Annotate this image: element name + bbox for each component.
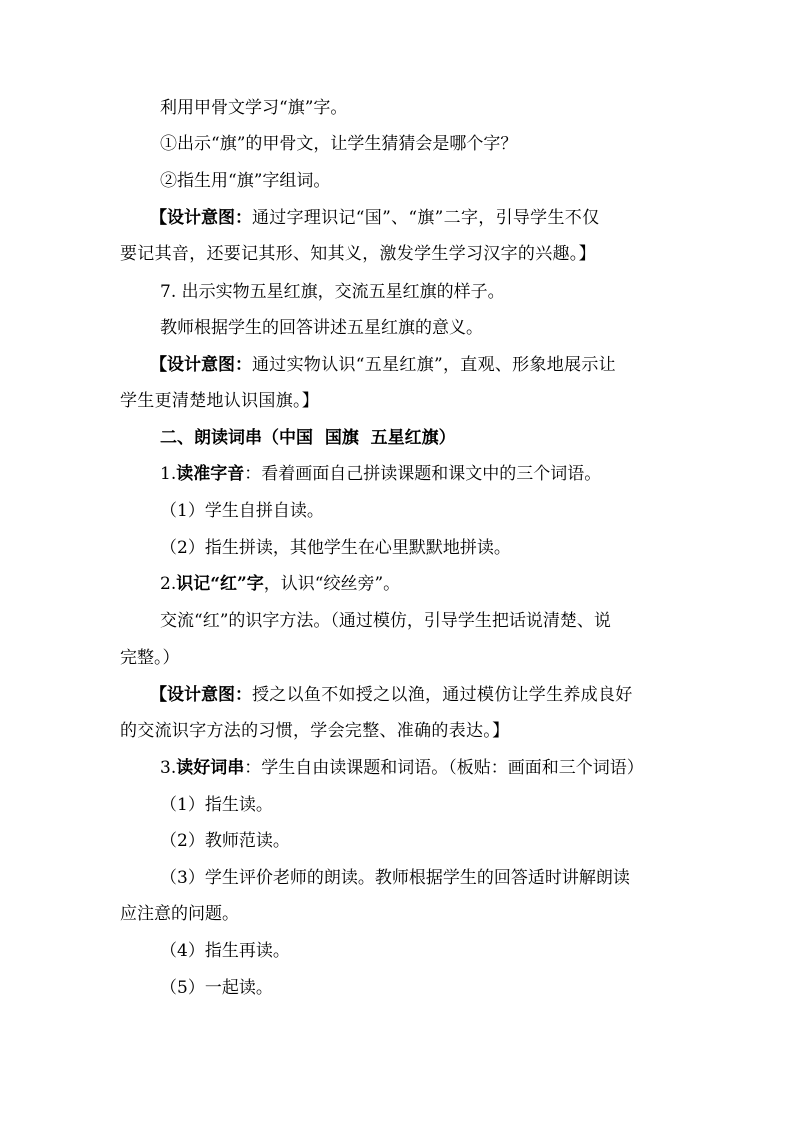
list-item-continuation: 应注意的问题。 [120, 904, 239, 924]
list-item: （1）学生自拼自读。 [160, 501, 324, 521]
design-intent-colon: ： [235, 208, 252, 228]
step-text: ：学生自由读课题和词语。（板贴：画面和三个词语） [244, 758, 644, 778]
paragraph: 利用甲骨文学习“旗”字。 [160, 98, 348, 118]
design-intent-note [150, 354, 710, 376]
list-item: （3）学生评价老师的朗读。教师根据学生的回答适时讲解朗读 [160, 868, 630, 888]
list-item: （1）指生读。 [160, 795, 273, 815]
list-item: （5）一起读。 [160, 978, 273, 998]
design-intent-note [150, 684, 710, 706]
paragraph: ①出示“旗”的甲骨文，让学生猜猜会是哪个字？ [160, 134, 518, 154]
paragraph: 教师根据学生的回答讲述五星红旗的意义。 [160, 318, 483, 338]
design-intent-label: 【设计意图 [150, 355, 235, 375]
design-intent-colon: ： [235, 685, 252, 705]
design-intent-label: 【设计意图 [150, 208, 235, 228]
paragraph-continuation: 完整。） [120, 648, 180, 668]
list-item: （2）教师范读。 [160, 831, 290, 851]
paragraph: 7. 出示实物五星红旗，交流五星红旗的样子。 [160, 282, 505, 302]
list-item: （4）指生再读。 [160, 941, 290, 961]
paragraph: ②指生用“旗”字组词。 [160, 171, 331, 191]
list-item: （2）指生拼读，其他学生在心里默默地拼读。 [160, 538, 511, 558]
step-3 [160, 757, 720, 779]
step-1 [160, 463, 720, 485]
design-intent-text: 通过字理识记“国”、“旗”二字，引导学生不仅 [252, 208, 600, 228]
design-intent-label: 【设计意图 [150, 685, 235, 705]
step-number: 3. [160, 758, 177, 778]
paragraph: 交流“红”的识字方法。（通过模仿，引导学生把话说清楚、说 [160, 611, 611, 631]
step-label: 读好词串 [176, 758, 245, 778]
step-text: ：看着画面自己拼读课题和课文中的三个词语。 [244, 464, 602, 484]
step-text: ，认识“绞丝旁”。 [263, 574, 401, 594]
design-intent-continuation: 要记其音，还要记其形、知其义，激发学生学习汉字的兴趣。】 [120, 244, 596, 264]
design-intent-continuation: 的交流识字方法的习惯，学会完整、准确的表达。】 [120, 721, 510, 741]
step-label: 读准字音 [176, 464, 245, 484]
step-label: 识记“红”字 [176, 574, 264, 594]
design-intent-text: 通过实物认识“五星红旗”，直观、形象地展示让 [252, 355, 616, 375]
step-number: 1. [160, 464, 177, 484]
step-number: 2. [160, 574, 177, 594]
design-intent-continuation: 学生更清楚地认识国旗。】 [120, 391, 320, 411]
design-intent-note [150, 207, 710, 229]
step-2 [160, 573, 720, 595]
section-heading: 二、朗读词串（中国 国旗 五星红旗） [160, 428, 456, 448]
design-intent-colon: ： [235, 355, 252, 375]
design-intent-text: 授之以鱼不如授之以渔，通过模仿让学生养成良好 [252, 685, 633, 705]
